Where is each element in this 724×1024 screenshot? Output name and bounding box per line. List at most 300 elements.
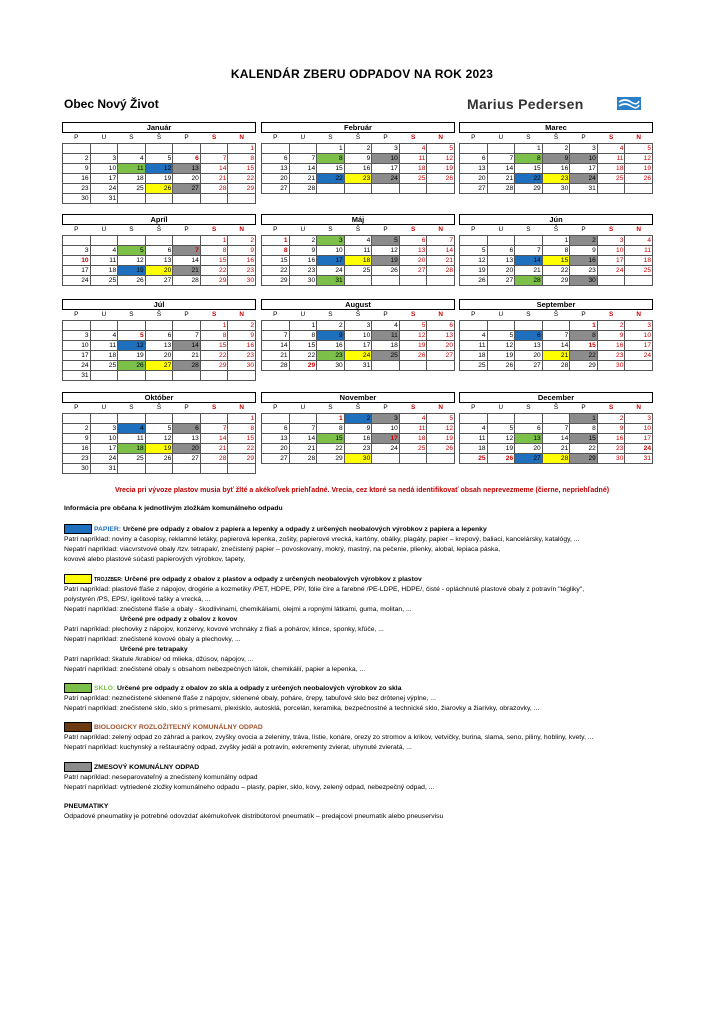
day-cell: 10 xyxy=(90,434,118,444)
day-cell: 20 xyxy=(145,266,173,276)
weekday-label: P xyxy=(383,311,388,318)
day-cell: 17 xyxy=(317,256,345,266)
day-cell: 14 xyxy=(173,341,201,351)
day-cell: 4 xyxy=(597,144,625,154)
day-cell: 4 xyxy=(118,424,146,434)
day-cell: 30 xyxy=(597,454,625,464)
day-cell: 11 xyxy=(118,164,146,174)
day-cell: 24 xyxy=(63,361,91,371)
day-cell: 12 xyxy=(487,341,515,351)
day-cell: 25 xyxy=(399,444,427,454)
day-cell: 10 xyxy=(372,154,400,164)
day-cell: 13 xyxy=(515,341,543,351)
day-cell xyxy=(63,321,91,331)
day-cell: 27 xyxy=(460,184,488,194)
day-cell: 8 xyxy=(317,154,345,164)
day-cell: 22 xyxy=(200,266,228,276)
day-cell: 8 xyxy=(228,154,256,164)
day-cell: 28 xyxy=(289,184,317,194)
weekday-label: S xyxy=(608,226,614,233)
info-title: Informácia pre občana k jednotlivým zložkám komunálneho odpadu xyxy=(64,505,283,512)
day-cell: 1 xyxy=(200,236,228,246)
day-cell: 23 xyxy=(228,351,256,361)
month-name: Júl xyxy=(62,299,256,310)
day-cell: 20 xyxy=(460,174,488,184)
day-cell: 28 xyxy=(515,276,543,286)
day-cell xyxy=(228,371,256,381)
day-cell: 9 xyxy=(344,154,372,164)
day-cell: 28 xyxy=(200,454,228,464)
page-title: KALENDÁR ZBERU ODPADOV NA ROK 2023 xyxy=(230,67,494,81)
day-cell xyxy=(173,144,201,154)
day-cell: 13 xyxy=(487,256,515,266)
day-cell: 17 xyxy=(372,434,400,444)
day-cell: 6 xyxy=(145,331,173,341)
day-cell xyxy=(460,144,488,154)
day-cell: 29 xyxy=(289,361,317,371)
day-cell: 22 xyxy=(317,174,345,184)
day-cell: 11 xyxy=(344,246,372,256)
day-cell: 28 xyxy=(262,361,290,371)
day-cell xyxy=(145,236,173,246)
weekday-label: U xyxy=(101,134,107,141)
weekday-label: P xyxy=(581,404,586,411)
day-cell: 14 xyxy=(289,164,317,174)
day-cell: 16 xyxy=(63,444,91,454)
day-cell: 12 xyxy=(460,256,488,266)
day-cell: 2 xyxy=(542,144,570,154)
day-cell: 6 xyxy=(515,331,543,341)
day-cell: 7 xyxy=(289,154,317,164)
day-cell: 13 xyxy=(145,341,173,351)
weekday-label: P xyxy=(273,404,278,411)
weekday-label: P xyxy=(581,134,586,141)
day-cell: 7 xyxy=(173,246,201,256)
weekday-label: P xyxy=(383,226,388,233)
day-cell: 25 xyxy=(118,454,146,464)
day-cell: 26 xyxy=(625,174,653,184)
day-cell: 10 xyxy=(625,331,653,341)
day-cell: 26 xyxy=(145,454,173,464)
day-cell: 5 xyxy=(145,424,173,434)
day-cell: 21 xyxy=(487,174,515,184)
section-plasty: TROJZBER: Určené pre odpady z obalov z plastov a odpady z určených neobalových výrobkov z plastov Patrí napríklad: plastové fľaše z nápojov, drogérie a kozmetiky /PET, HDPE, PP/, fólie číre a farebné /PE-LDPE, HDPE/, čisté - opláchnuté plastové obaly z potravín "tégliky", polystyrén /PS, EPS/, igelitové tašky a vrecká, ... Nepatrí napríklad: znečistené fľaše a obaly - škodlivinami, chemikáliami, olejmi a ropnými látkami, guma, molitan, ... Určené pre odpady z obalov z kovov Patrí napríklad: plechovky z nápojov, konzervy, kovové vrchnáky z fliaš a pohárov, klince, sponky, kľúče, ... Nepatrí napríklad: znečistené kovové obaly a plechovky, ... Určené pre tetrapaky Patrí napríklad: škatule /krabice/ od mlieka, džúsov, nápojov, ... Nepatrí napríklad: znečistené obaly s obsahom nebezpečných látok, chemikálií, papier a lepenka, ... xyxy=(64,575,585,673)
day-cell: 3 xyxy=(63,331,91,341)
weekday-label: N xyxy=(438,226,443,233)
day-cell xyxy=(90,414,118,424)
day-cell: 30 xyxy=(570,276,598,286)
day-cell: 31 xyxy=(90,464,118,474)
weekday-label: P xyxy=(471,226,476,233)
day-cell: 30 xyxy=(228,361,256,371)
day-cell: 29 xyxy=(570,454,598,464)
day-cell xyxy=(515,414,543,424)
day-cell xyxy=(118,236,146,246)
day-cell: 14 xyxy=(542,434,570,444)
day-cell xyxy=(399,454,427,464)
day-cell xyxy=(625,276,653,286)
section-papier: PAPIER: Určené pre odpady z obalov z papiera a lepenky a odpady z určených neobalových výrobkov z papiera a lepenky Patrí napríklad: noviny a časopisy, reklamné letáky, papierová lepenka, zošity, papierové vrecká, kartóny, obálky, plagáty, papier – krepový, baliaci, kancelársky, katalógy, ... Nepatrí napríklad: viacvrstvové obaly /tzv. tetrapak/, znečistený papier – povoskovaný, mokrý, mastný, na pečenie, plienky, alobal, lepiaca páska, kovové alebo plastové súčasti papierových výrobkov, tapety, xyxy=(64,525,580,563)
weekday-label: Š xyxy=(156,404,162,411)
day-cell: 25 xyxy=(344,266,372,276)
day-cell: 21 xyxy=(542,351,570,361)
day-cell: 13 xyxy=(262,164,290,174)
day-cell: 16 xyxy=(344,434,372,444)
day-cell xyxy=(200,194,228,204)
day-cell: 2 xyxy=(63,424,91,434)
day-cell: 22 xyxy=(262,266,290,276)
day-cell: 6 xyxy=(427,321,455,331)
day-cell: 25 xyxy=(460,454,488,464)
day-cell xyxy=(118,194,146,204)
day-cell: 21 xyxy=(173,266,201,276)
day-cell: 7 xyxy=(487,154,515,164)
day-cell: 3 xyxy=(625,321,653,331)
day-cell xyxy=(262,144,290,154)
day-cell: 1 xyxy=(200,321,228,331)
weekday-label: P xyxy=(74,311,79,318)
month-2 xyxy=(261,122,455,194)
weekday-label: Š xyxy=(355,311,361,318)
weekday-label: U xyxy=(498,404,504,411)
day-cell: 11 xyxy=(372,331,400,341)
day-cell: 25 xyxy=(118,184,146,194)
day-cell: 31 xyxy=(317,276,345,286)
day-cell: 19 xyxy=(399,341,427,351)
day-cell xyxy=(63,236,91,246)
day-cell: 19 xyxy=(145,174,173,184)
day-cell: 19 xyxy=(460,266,488,276)
day-cell: 15 xyxy=(228,434,256,444)
weekday-label: P xyxy=(184,404,189,411)
day-cell: 30 xyxy=(317,361,345,371)
municipality-name: Obec Nový Život xyxy=(64,97,159,111)
day-cell: 30 xyxy=(289,276,317,286)
day-cell: 11 xyxy=(90,341,118,351)
day-cell: 28 xyxy=(173,276,201,286)
day-cell: 25 xyxy=(597,174,625,184)
day-cell: 25 xyxy=(460,361,488,371)
month-4 xyxy=(62,214,256,286)
weekday-label: P xyxy=(471,404,476,411)
day-cell: 23 xyxy=(63,454,91,464)
day-cell: 6 xyxy=(487,246,515,256)
day-cell: 20 xyxy=(515,444,543,454)
day-cell: 23 xyxy=(228,266,256,276)
day-cell: 12 xyxy=(427,424,455,434)
day-cell xyxy=(145,371,173,381)
day-cell: 11 xyxy=(118,434,146,444)
day-cell: 19 xyxy=(145,444,173,454)
section-zmesovy: ZMESOVÝ KOMUNÁLNY ODPAD Patrí napríklad: neseparovateľný a znečistený komunálny odpad Nepatrí napríklad: vytriedené zložky komunálneho odpadu – plasty, papier, sklo, kovy, zelený odpad, nebezpečný odpad, ... xyxy=(64,763,435,791)
day-cell xyxy=(145,144,173,154)
day-cell: 3 xyxy=(317,236,345,246)
day-cell: 26 xyxy=(427,444,455,454)
day-cell xyxy=(90,144,118,154)
day-cell: 20 xyxy=(173,174,201,184)
day-cell: 4 xyxy=(399,414,427,424)
day-cell: 10 xyxy=(90,164,118,174)
day-cell: 10 xyxy=(372,424,400,434)
day-cell: 19 xyxy=(487,444,515,454)
weekday-label: P xyxy=(581,311,586,318)
day-cell xyxy=(487,236,515,246)
day-cell: 11 xyxy=(90,256,118,266)
weekday-label: S xyxy=(328,134,333,141)
month-name: November xyxy=(261,392,455,403)
day-cell: 27 xyxy=(173,184,201,194)
day-cell: 4 xyxy=(90,246,118,256)
day-cell: 1 xyxy=(515,144,543,154)
day-cell: 15 xyxy=(570,341,598,351)
day-cell: 11 xyxy=(597,154,625,164)
day-cell: 21 xyxy=(200,444,228,454)
day-cell: 31 xyxy=(90,194,118,204)
day-cell: 3 xyxy=(372,414,400,424)
brand-name: Marius Pedersen xyxy=(467,96,584,112)
weekday-label: S xyxy=(608,311,614,318)
day-cell xyxy=(90,371,118,381)
day-cell: 5 xyxy=(399,321,427,331)
day-cell: 5 xyxy=(625,144,653,154)
brand-logo-icon xyxy=(617,97,641,110)
day-cell: 2 xyxy=(63,154,91,164)
day-cell: 13 xyxy=(262,434,290,444)
day-cell: 15 xyxy=(542,256,570,266)
day-cell: 23 xyxy=(63,184,91,194)
day-cell: 16 xyxy=(570,256,598,266)
green-swatch xyxy=(64,683,92,693)
day-cell: 1 xyxy=(570,414,598,424)
day-cell: 5 xyxy=(145,154,173,164)
day-cell: 11 xyxy=(460,434,488,444)
day-cell xyxy=(427,184,455,194)
day-cell xyxy=(317,184,345,194)
day-cell: 2 xyxy=(597,414,625,424)
day-cell: 18 xyxy=(90,266,118,276)
day-cell: 9 xyxy=(228,246,256,256)
weekday-label: S xyxy=(211,404,217,411)
month-12 xyxy=(459,392,653,464)
day-cell: 7 xyxy=(427,236,455,246)
day-cell: 16 xyxy=(542,164,570,174)
month-1 xyxy=(62,122,256,204)
day-cell: 7 xyxy=(200,154,228,164)
day-cell: 8 xyxy=(570,424,598,434)
day-cell: 23 xyxy=(289,266,317,276)
day-cell: 23 xyxy=(344,444,372,454)
day-cell: 7 xyxy=(262,331,290,341)
day-cell: 17 xyxy=(570,164,598,174)
day-cell: 24 xyxy=(63,276,91,286)
day-cell: 9 xyxy=(542,154,570,164)
weekday-label: S xyxy=(328,404,333,411)
day-cell: 24 xyxy=(625,351,653,361)
day-cell: 4 xyxy=(625,236,653,246)
weekday-label: S xyxy=(526,404,531,411)
weekday-label: N xyxy=(438,311,443,318)
day-cell: 22 xyxy=(570,351,598,361)
day-cell: 2 xyxy=(597,321,625,331)
weekday-label: N xyxy=(438,134,443,141)
day-cell: 21 xyxy=(289,444,317,454)
day-cell: 26 xyxy=(399,351,427,361)
day-cell: 3 xyxy=(570,144,598,154)
weekday-label: U xyxy=(300,134,306,141)
day-cell: 18 xyxy=(399,164,427,174)
day-cell: 18 xyxy=(90,351,118,361)
section-pneumatiky: PNEUMATIKY Odpadové pneumatiky je potrebné odovzdať akémukoľvek distribútorovi pneumatík – predajcovi pneumatík alebo pneuservisu xyxy=(64,803,444,820)
day-cell: 17 xyxy=(625,341,653,351)
day-cell: 22 xyxy=(228,444,256,454)
gray-swatch xyxy=(64,762,92,772)
day-cell: 15 xyxy=(570,434,598,444)
weekday-label: N xyxy=(239,404,244,411)
day-cell xyxy=(597,184,625,194)
brown-swatch xyxy=(64,722,92,732)
day-cell: 14 xyxy=(200,164,228,174)
day-cell: 29 xyxy=(200,361,228,371)
day-cell xyxy=(460,414,488,424)
day-cell xyxy=(515,236,543,246)
day-cell: 20 xyxy=(262,174,290,184)
day-cell: 30 xyxy=(597,361,625,371)
day-cell: 2 xyxy=(317,321,345,331)
day-cell: 17 xyxy=(63,266,91,276)
day-cell: 21 xyxy=(542,444,570,454)
weekday-label: S xyxy=(211,134,217,141)
day-cell: 26 xyxy=(487,454,515,464)
day-cell: 11 xyxy=(625,246,653,256)
day-cell: 19 xyxy=(118,351,146,361)
day-cell: 21 xyxy=(262,351,290,361)
weekday-label: Š xyxy=(553,134,559,141)
day-cell xyxy=(173,236,201,246)
day-cell: 8 xyxy=(317,424,345,434)
day-cell xyxy=(173,194,201,204)
day-cell: 15 xyxy=(200,256,228,266)
day-cell xyxy=(262,414,290,424)
day-cell xyxy=(427,361,455,371)
day-cell: 7 xyxy=(200,424,228,434)
month-10 xyxy=(62,392,256,474)
day-cell: 24 xyxy=(372,444,400,454)
day-cell: 1 xyxy=(262,236,290,246)
day-cell: 28 xyxy=(427,266,455,276)
day-cell xyxy=(542,414,570,424)
day-cell xyxy=(344,184,372,194)
day-cell: 20 xyxy=(515,351,543,361)
day-cell: 5 xyxy=(427,414,455,424)
day-cell: 13 xyxy=(173,164,201,174)
day-cell: 18 xyxy=(625,256,653,266)
day-cell xyxy=(427,276,455,286)
day-cell: 27 xyxy=(515,361,543,371)
day-cell: 21 xyxy=(200,174,228,184)
day-cell xyxy=(372,184,400,194)
day-cell xyxy=(372,361,400,371)
day-cell: 16 xyxy=(228,341,256,351)
day-cell: 10 xyxy=(63,256,91,266)
weekday-label: S xyxy=(328,311,333,318)
day-cell: 1 xyxy=(228,414,256,424)
month-7 xyxy=(62,299,256,381)
day-cell: 27 xyxy=(487,276,515,286)
day-cell: 2 xyxy=(344,414,372,424)
day-cell: 12 xyxy=(399,331,427,341)
day-cell: 1 xyxy=(542,236,570,246)
day-cell: 9 xyxy=(597,331,625,341)
day-cell: 9 xyxy=(63,164,91,174)
weekday-label: S xyxy=(526,134,531,141)
weekday-label: Š xyxy=(156,226,162,233)
day-cell: 26 xyxy=(460,276,488,286)
weekday-label: S xyxy=(410,134,416,141)
day-cell: 23 xyxy=(597,444,625,454)
day-cell: 7 xyxy=(289,424,317,434)
day-cell: 31 xyxy=(63,371,91,381)
day-cell: 3 xyxy=(344,321,372,331)
day-cell: 17 xyxy=(597,256,625,266)
day-cell: 20 xyxy=(173,444,201,454)
day-cell: 15 xyxy=(289,341,317,351)
weekday-label: Š xyxy=(156,134,162,141)
day-cell: 3 xyxy=(90,424,118,434)
weekday-label: N xyxy=(636,226,641,233)
weekday-label: U xyxy=(498,226,504,233)
day-cell: 27 xyxy=(262,454,290,464)
day-cell: 14 xyxy=(487,164,515,174)
day-cell xyxy=(173,414,201,424)
day-cell: 1 xyxy=(317,414,345,424)
day-cell xyxy=(63,144,91,154)
day-cell: 27 xyxy=(262,184,290,194)
day-cell: 22 xyxy=(542,266,570,276)
weekday-label: P xyxy=(581,226,586,233)
weekday-label: P xyxy=(383,404,388,411)
day-cell: 7 xyxy=(542,331,570,341)
day-cell xyxy=(399,184,427,194)
day-cell: 3 xyxy=(372,144,400,154)
day-cell: 9 xyxy=(289,246,317,256)
day-cell: 24 xyxy=(90,454,118,464)
weekday-label: P xyxy=(471,134,476,141)
day-cell: 14 xyxy=(200,434,228,444)
day-cell: 31 xyxy=(625,454,653,464)
month-name: Január xyxy=(62,122,256,133)
weekday-label: P xyxy=(184,226,189,233)
day-cell: 26 xyxy=(118,361,146,371)
weekday-label: S xyxy=(129,134,134,141)
day-cell: 16 xyxy=(289,256,317,266)
day-cell: 16 xyxy=(228,256,256,266)
day-cell: 29 xyxy=(570,361,598,371)
day-cell: 25 xyxy=(90,361,118,371)
day-cell: 15 xyxy=(515,164,543,174)
weekday-label: U xyxy=(300,311,306,318)
blue-swatch xyxy=(64,524,92,534)
day-cell: 26 xyxy=(487,361,515,371)
day-cell: 10 xyxy=(63,341,91,351)
day-cell: 20 xyxy=(262,444,290,454)
weekday-label: S xyxy=(410,311,416,318)
day-cell: 19 xyxy=(118,266,146,276)
day-cell: 22 xyxy=(515,174,543,184)
day-cell: 27 xyxy=(427,351,455,361)
day-cell: 12 xyxy=(145,434,173,444)
day-cell: 16 xyxy=(597,434,625,444)
day-cell xyxy=(487,321,515,331)
